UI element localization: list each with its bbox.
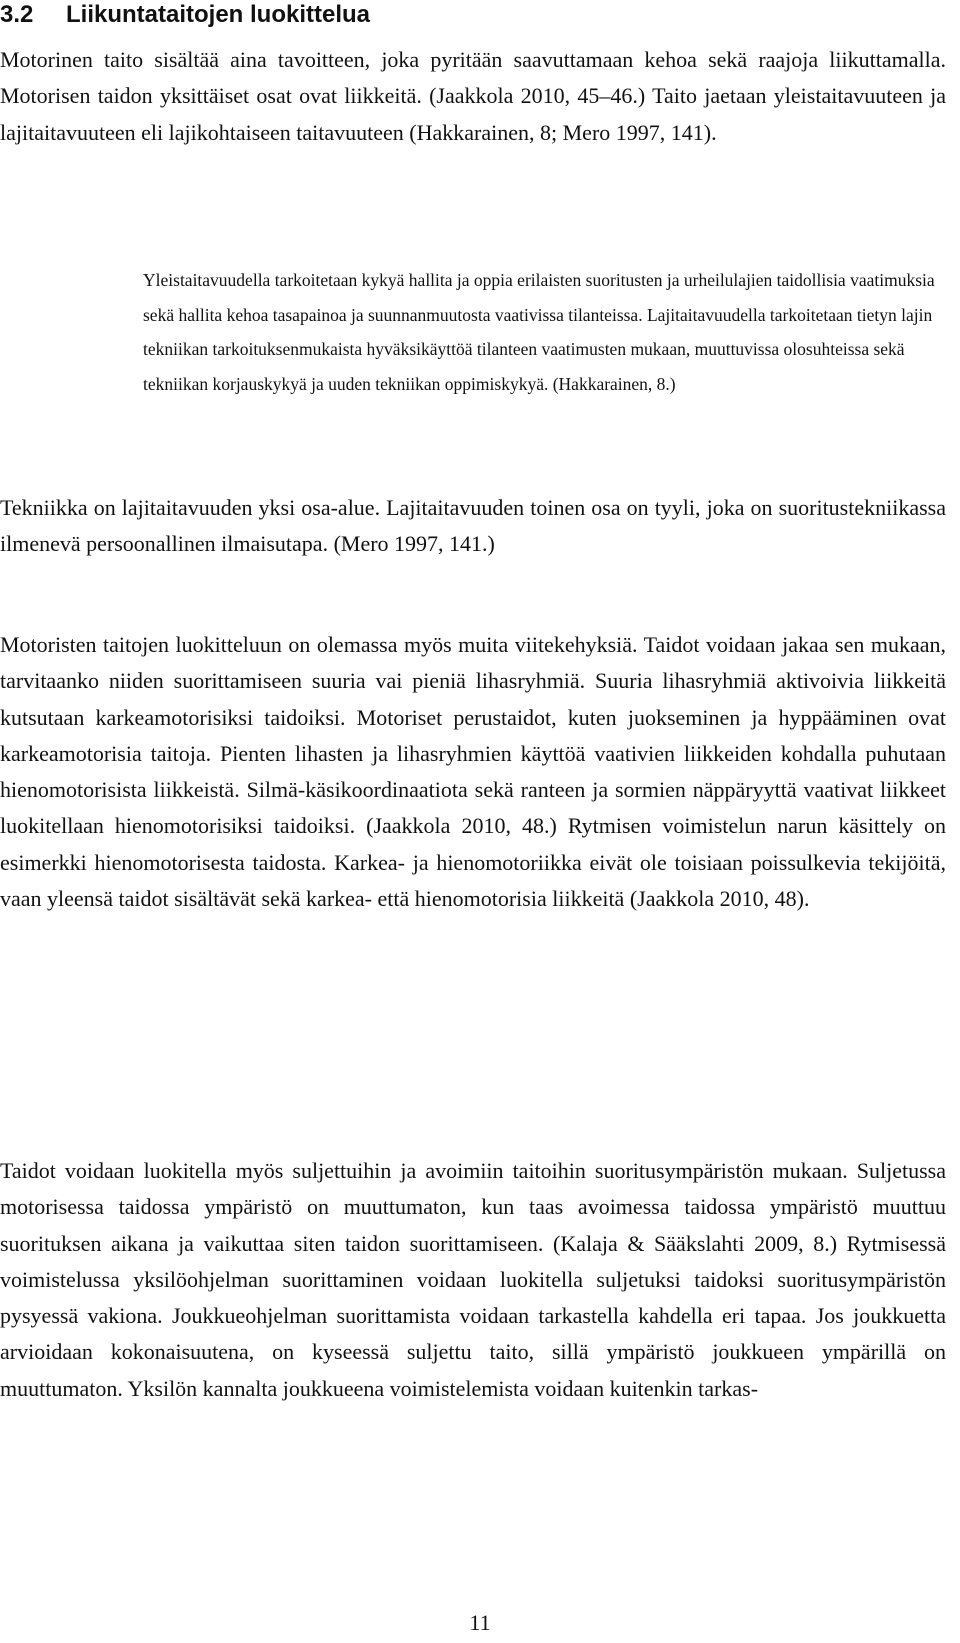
paragraph-technique: Tekniikka on lajitaitavuuden yksi osa-alue. Lajitaitavuuden toinen osa on tyyli, joka on suoritustekniikassa ilmenevä persoonallinen ilmaisutapa. (Mero 1997, 141.)	[0, 495, 946, 557]
paragraph-open-closed-skills: Taidot voidaan luokitella myös suljettuihin ja avoimiin taitoihin suoritusympäristön mukaan. Suljetussa motorisessa taidossa ympäristö on muuttumaton, kun taas avoimessa taidossa ympäristö muuttuu suorituksen aikana ja vaikuttaa siten taidon suorittamiseen. (Kalaja & Sääkslahti 2009, 8.) Rytmisessä voimistelussa yksilöohjelman suorittaminen voidaan luokitella suljetuksi taidoksi suoritusympäristön pysyessä vakiona. Joukkueohjelman suorittamista voidaan tarkastella kahdella eri tapaa. Jos joukkuetta arvioidaan kokonaisuutena, on kyseessä suljettu taito, sillä ympäristö joukkueen ympärillä on muuttumaton. Yksilön kannalta joukkueena voimistelemista voidaan kuitenkin tarkas-	[0, 1158, 946, 1401]
section-number: 3.2	[0, 1, 34, 28]
paragraph-skill-definition: Motorinen taito sisältää aina tavoitteen, joka pyritään saavuttamaan kehoa sekä raajoja liikuttamalla. Motorisen taidon yksittäiset osat ovat liikkeitä. (Jaakkola 2010, 45–46.) Taito jaetaan yleistaitavuuteen ja lajitaitavuuteen eli lajikohtaiseen taitavuuteen (Hakkarainen, 8; Mero 1997, 141).	[0, 47, 946, 145]
page-number: 11	[469, 1610, 491, 1635]
paragraph-motor-classification: Motoristen taitojen luokitteluun on olemassa myös muita viitekehyksiä. Taidot voidaan jakaa sen mukaan, tarvitaanko niiden suorittamiseen suuria vai pieniä lihasryhmiä. Suuria lihasryhmiä aktivoivia liikkeitä kutsutaan karkeamotorisiksi taidoiksi. Motoriset perustaidot, kuten juokseminen ja hyppääminen ovat karkeamotorisia taitoja. Pienten lihasten ja lihasryhmien käyttöä vaativien liikkeiden kohdalla puhutaan hienomotorisista liikkeistä. Silmä-käsikoordinaatiota sekä ranteen ja sormien näppäryyttä vaativat liikkeet luokitellaan hienomotorisiksi taidoiksi. (Jaakkola 2010, 48.) Rytmisen voimistelun narun käsittely on esimerkki hienomotorisesta taidosta. Karkea- ja hienomotoriikka eivät ole toisiaan poissulkevia tekijöitä, vaan yleensä taidot sisältävät sekä karkea- että hienomotorisia liikkeitä (Jaakkola 2010, 48).	[0, 632, 946, 912]
block-quote-hakkarainen: Yleistaitavuudella tarkoitetaan kykyä hallita ja oppia erilaisten suoritusten ja urheilulajien taidollisia vaatimuksia sekä hallita kehoa tasapainoa ja suunnanmuutosta vaativissa tilanteissa. Lajitaitavuudella tarkoitetaan tietyn lajin tekniikan tarkoituksenmukaista hyväksikäyttöä tilanteen vaatimusten mukaan, muuttuvissa olosuhteissa sekä tekniikan korjauskykyä ja uuden tekniikan oppimiskykyä. (Hakkarainen, 8.)	[143, 270, 935, 394]
section-title: Liikuntataitojen luokittelua	[66, 1, 371, 28]
section-heading	[0, 0, 370, 30]
